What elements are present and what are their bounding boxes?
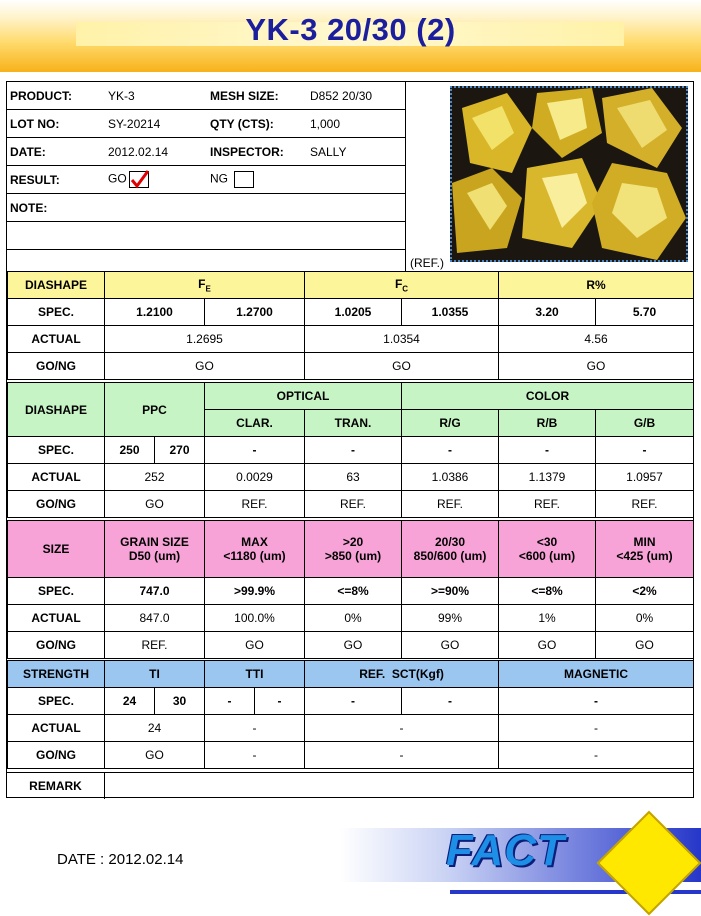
s4-actual: 24 xyxy=(105,715,205,742)
s3-actual: 0% xyxy=(596,605,694,632)
inspector-value: SALLY xyxy=(307,138,405,166)
s2-gong: REF. xyxy=(305,491,402,518)
s1-spec: 5.70 xyxy=(596,299,694,326)
s1-fc: $F_C$ xyxy=(305,272,499,299)
s2-sub: G/B xyxy=(596,410,694,437)
ng-label: NG xyxy=(210,171,228,186)
s4-gong: - xyxy=(499,742,694,769)
s4-gong: - xyxy=(305,742,499,769)
date-value: 2012.02.14 xyxy=(105,138,207,166)
s3-actual-label: ACTUAL xyxy=(8,605,105,632)
s3-spec: >99.9% xyxy=(205,578,305,605)
checkmark-icon xyxy=(128,168,150,190)
diamond-logo-icon xyxy=(592,806,701,916)
s2-gong-label: GO/NG xyxy=(8,491,105,518)
qty-label: QTY (CTS): xyxy=(207,110,307,138)
s2-head: DIASHAPE xyxy=(8,383,105,437)
page-title: YK-3 20/30 (2) xyxy=(245,12,456,47)
size-table xyxy=(7,520,694,659)
s3-head: SIZE xyxy=(8,521,105,578)
s1-actual: 4.56 xyxy=(499,326,694,353)
s4-gong: - xyxy=(205,742,305,769)
s3-gong: GO xyxy=(205,632,305,659)
s3-col: MIN <425 (um) xyxy=(596,521,694,578)
s2-spec: - xyxy=(205,437,305,464)
s2-spec: - xyxy=(596,437,694,464)
product-value: YK-3 xyxy=(105,82,207,110)
s2-actual: 252 xyxy=(105,464,205,491)
remark-label: REMARK xyxy=(7,773,105,799)
info-block xyxy=(7,82,405,271)
s3-col: >20 >850 (um) xyxy=(305,521,402,578)
s4-gong-label: GO/NG xyxy=(8,742,105,769)
s3-gong: GO xyxy=(305,632,402,659)
s2-spec: - xyxy=(305,437,402,464)
s4-spec: 30 xyxy=(155,688,205,715)
go-checkbox[interactable] xyxy=(129,171,149,188)
s2-sub: R/B xyxy=(499,410,596,437)
s2-gong: REF. xyxy=(499,491,596,518)
s2-sub: R/G xyxy=(402,410,499,437)
s3-gong: GO xyxy=(596,632,694,659)
s3-col: GRAIN SIZE D50 (um) xyxy=(105,521,205,578)
s4-gong: GO xyxy=(105,742,205,769)
s2-gong: REF. xyxy=(402,491,499,518)
s4-spec: 24 xyxy=(105,688,155,715)
s2-color: COLOR xyxy=(402,383,694,410)
s2-sub: TRAN. xyxy=(305,410,402,437)
crystal-photo xyxy=(450,86,688,262)
s2-spec: 270 xyxy=(155,437,205,464)
s3-col: MAX <1180 (um) xyxy=(205,521,305,578)
strength-table xyxy=(7,660,694,769)
s1-actual: 1.2695 xyxy=(105,326,305,353)
s4-spec: - xyxy=(205,688,255,715)
s4-ti: TI xyxy=(105,661,205,688)
remark-row xyxy=(7,772,693,799)
note-line-1 xyxy=(7,222,405,250)
go-label: GO xyxy=(108,171,127,186)
s4-spec: - xyxy=(499,688,694,715)
inspection-sheet xyxy=(6,81,694,798)
s3-actual: 100.0% xyxy=(205,605,305,632)
s2-spec: - xyxy=(402,437,499,464)
footer xyxy=(0,818,701,904)
s3-spec: >=90% xyxy=(402,578,499,605)
s1-gong-label: GO/NG xyxy=(8,353,105,380)
mesh-value: D852 20/30 xyxy=(307,82,405,110)
s4-magnetic: MAGNETIC xyxy=(499,661,694,688)
s4-tti: TTI xyxy=(205,661,305,688)
s2-spec-label: SPEC. xyxy=(8,437,105,464)
s1-r: R% xyxy=(499,272,694,299)
note-label: NOTE: xyxy=(7,194,105,222)
s2-sub: CLAR. xyxy=(205,410,305,437)
photo-panel xyxy=(405,82,693,271)
lot-value: SY-20214 xyxy=(105,110,207,138)
date-label: DATE: xyxy=(7,138,105,166)
s3-spec: <=8% xyxy=(305,578,402,605)
s3-gong-label: GO/NG xyxy=(8,632,105,659)
product-label: PRODUCT: xyxy=(7,82,105,110)
s1-spec: 1.0355 xyxy=(402,299,499,326)
fact-logo: FACT xyxy=(446,826,565,875)
s4-spec: - xyxy=(255,688,305,715)
diashape-shape-table xyxy=(7,271,694,380)
lot-label: LOT NO: xyxy=(7,110,105,138)
s2-actual: 0.0029 xyxy=(205,464,305,491)
s2-spec: - xyxy=(499,437,596,464)
s3-gong: REF. xyxy=(105,632,205,659)
s2-ppc: PPC xyxy=(105,383,205,437)
s1-spec: 3.20 xyxy=(499,299,596,326)
s3-col: 20/30 850/600 (um) xyxy=(402,521,499,578)
result-label: RESULT: xyxy=(7,166,105,194)
s3-actual: 0% xyxy=(305,605,402,632)
s3-col: <30 <600 (um) xyxy=(499,521,596,578)
s4-actual: - xyxy=(205,715,305,742)
s2-gong: REF. xyxy=(205,491,305,518)
s2-optical: OPTICAL xyxy=(205,383,402,410)
s2-actual-label: ACTUAL xyxy=(8,464,105,491)
s4-actual-label: ACTUAL xyxy=(8,715,105,742)
diashape-optical-table xyxy=(7,382,694,518)
s1-head: DIASHAPE xyxy=(8,272,105,299)
s4-head: STRENGTH xyxy=(8,661,105,688)
photo-caption: (REF.) xyxy=(410,256,444,270)
ng-checkbox[interactable] xyxy=(234,171,254,188)
s3-actual: 847.0 xyxy=(105,605,205,632)
s2-actual: 1.1379 xyxy=(499,464,596,491)
s1-spec: 1.2100 xyxy=(105,299,205,326)
s1-spec: 1.0205 xyxy=(305,299,402,326)
s1-actual: 1.0354 xyxy=(305,326,499,353)
s4-actual: - xyxy=(499,715,694,742)
s1-spec-label: SPEC. xyxy=(8,299,105,326)
s4-spec-label: SPEC. xyxy=(8,688,105,715)
s2-actual: 63 xyxy=(305,464,402,491)
s3-spec: 747.0 xyxy=(105,578,205,605)
s4-spec: - xyxy=(402,688,499,715)
s2-actual: 1.0386 xyxy=(402,464,499,491)
s1-gong: GO xyxy=(105,353,305,380)
s3-gong: GO xyxy=(402,632,499,659)
s3-actual: 1% xyxy=(499,605,596,632)
s4-actual: - xyxy=(305,715,499,742)
s1-spec: 1.2700 xyxy=(205,299,305,326)
s3-gong: GO xyxy=(499,632,596,659)
result-go xyxy=(105,166,207,194)
s1-fe: $F_E$ xyxy=(105,272,305,299)
inspector-label: INSPECTOR: xyxy=(207,138,307,166)
s3-spec: <2% xyxy=(596,578,694,605)
s4-sct: REF. SCT(Kgf) xyxy=(305,661,499,688)
mesh-label: MESH SIZE: xyxy=(207,82,307,110)
s1-actual-label: ACTUAL xyxy=(8,326,105,353)
s1-gong: GO xyxy=(305,353,499,380)
s2-actual: 1.0957 xyxy=(596,464,694,491)
s3-spec: <=8% xyxy=(499,578,596,605)
s2-spec: 250 xyxy=(105,437,155,464)
s4-spec: - xyxy=(305,688,402,715)
footer-date: DATE : 2012.02.14 xyxy=(57,851,184,868)
s2-gong: REF. xyxy=(596,491,694,518)
s1-gong: GO xyxy=(499,353,694,380)
s2-gong: GO xyxy=(105,491,205,518)
result-ng xyxy=(207,166,307,194)
s3-spec-label: SPEC. xyxy=(8,578,105,605)
qty-value: 1,000 xyxy=(307,110,405,138)
s3-actual: 99% xyxy=(402,605,499,632)
